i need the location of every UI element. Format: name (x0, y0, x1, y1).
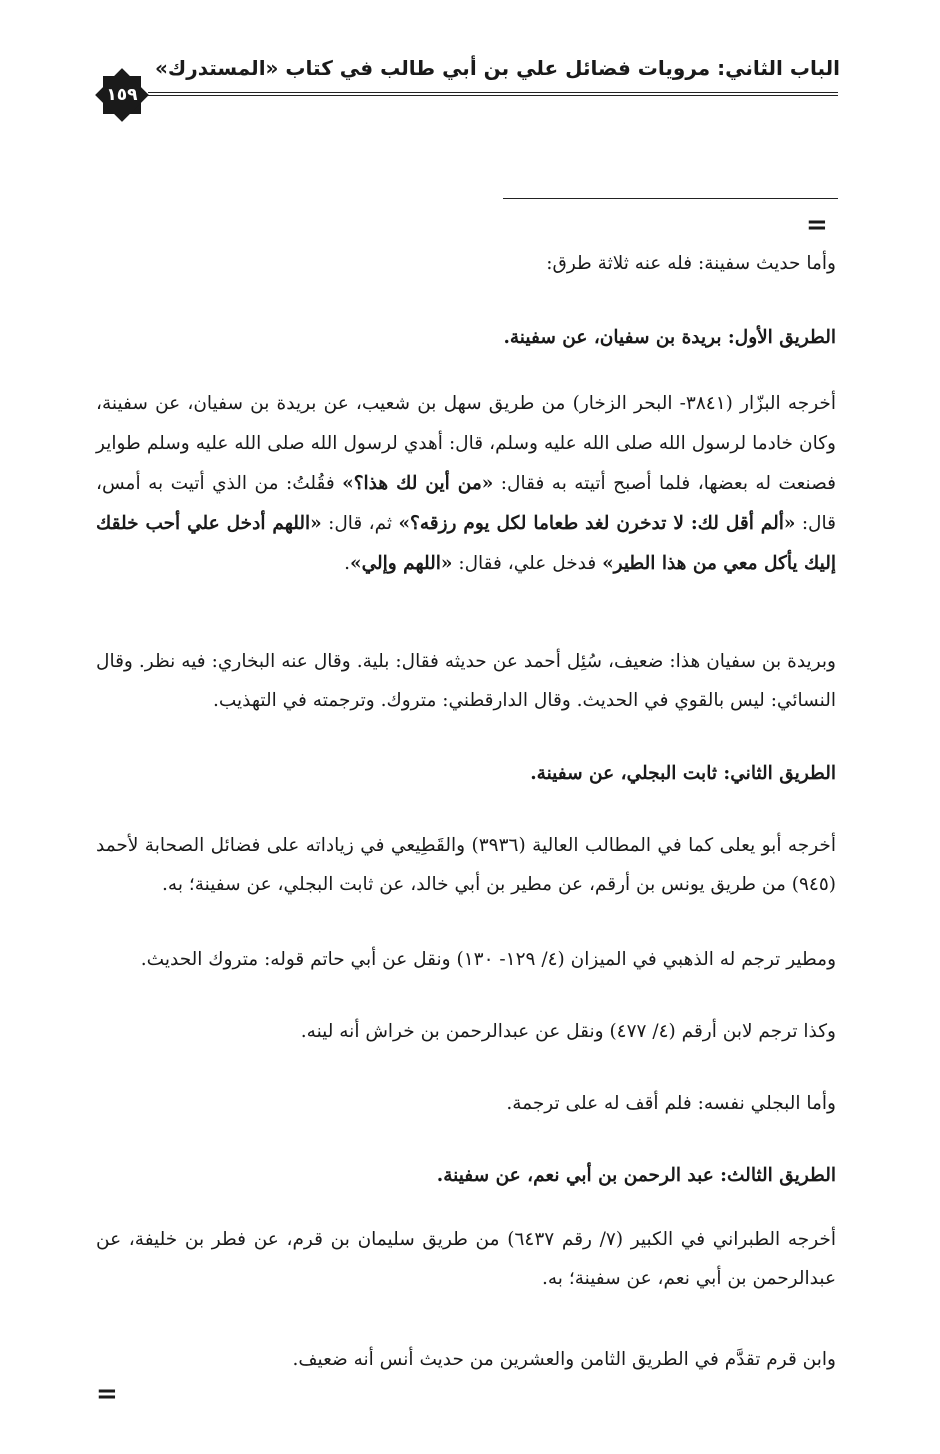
paragraph-burayda-grading: وبريدة بن سفيان هذا: ضعيف، سُئِل أحمد عن حديثه فقال: بلية. وقال عنه البخاري: فيه نظر. وقال النسائي: ليس بالقوي في الحديث. وقال الدارقطني: متروك. وترجمته في التهذيب. (96, 651, 836, 711)
header-rule (148, 92, 838, 96)
footnote-rule (503, 198, 838, 199)
heading-third-route: الطريق الثالث: عبد الرحمن بن أبي نعم، عن سفينة. (436, 1165, 836, 1186)
paragraph-bazzar (96, 384, 836, 584)
page-number-badge (93, 66, 151, 124)
page-number: ١٥٩ (106, 85, 138, 105)
paragraph-ibn-qarm: وابن قرم تقدَّم في الطريق الثامن والعشرين من حديث أنس أنه ضعيف. (292, 1349, 836, 1370)
footnote-continuation-mark: = (806, 210, 828, 240)
footnote-continuation-mark-bottom: = (96, 1379, 118, 1409)
text-run: فقُلتُ: من الذي أتيت به أمس، قال: (96, 473, 836, 534)
paragraph-ibn-arqam: وكذا ترجم لابن أرقم (٤/ ٤٧٧) ونقل عن عبدالرحمن بن خراش أنه لينه. (300, 1021, 836, 1042)
quote-bold: «ألم أقل لك: لا تدخرن لغد طعاما لكل يوم رزقه؟» (398, 513, 796, 534)
heading-first-route: الطريق الأول: بريدة بن سفيان، عن سفينة. (503, 327, 836, 348)
heading-second-route: الطريق الثاني: ثابت البجلي، عن سفينة. (530, 763, 836, 784)
quote-bold: «من أين لك هذا؟» (342, 473, 494, 494)
paragraph-mutayr: ومطير ترجم له الذهبي في الميزان (٤/ ١٢٩- ١٣٠) ونقل عن أبي حاتم قوله: متروك الحديث. (140, 949, 836, 970)
quote-bold: «اللهم أدخل علي أحب خلقك إليك يأكل معي من هذا الطير» (96, 513, 836, 574)
text-run: . (344, 553, 351, 574)
text-run: أخرجه البزّار (٣٨٤١- البحر الزخار) من طريق سهل بن شعيب، عن بريدة بن سفيان، عن سفينة، وكان خادما لرسول الله صلى الله عليه وسلم، قال: أهدي لرسول الله صلى الله عليه وسلم طواير فصنعت له بعضها، فلما أصبح أتيته به فقال: (96, 393, 836, 494)
running-header: الباب الثاني: مرويات فضائل علي بن أبي طالب في كتاب «المستدرك» (154, 56, 840, 80)
paragraph-abu-yala: أخرجه أبو يعلى كما في المطالب العالية (٣٩٣٦) والقَطِيعي في زياداته على فضائل الصحابة لأحمد (٩٤٥) من طريق يونس بن أرقم، عن مطير بن أبي خالد، عن ثابت البجلي، عن سفينة؛ به. (96, 835, 836, 895)
paragraph-intro: وأما حديث سفينة: فله عنه ثلاثة طرق: (546, 253, 836, 274)
paragraph-bajali: وأما البجلي نفسه: فلم أقف له على ترجمة. (506, 1093, 836, 1114)
text-run: ثم، قال: (321, 513, 399, 534)
quote-bold: «اللهم وإلي» (350, 553, 453, 574)
text-run: فدخل علي، فقال: (452, 553, 603, 574)
paragraph-tabarani: أخرجه الطبراني في الكبير (٧/ رقم ٦٤٣٧) من طريق سليمان بن قرم، عن فطر بن خليفة، عن عبدالرحمن بن أبي نعم، عن سفينة؛ به. (96, 1229, 836, 1289)
